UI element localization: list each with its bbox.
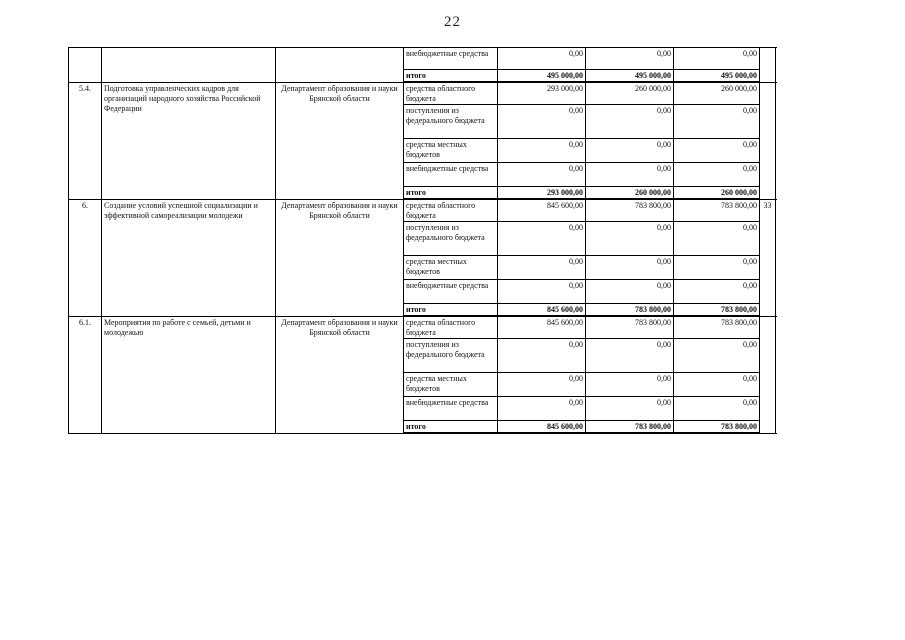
indicator-cell — [760, 48, 776, 83]
value-cell: 783 800,00 — [674, 199, 760, 222]
value-cell: 845 600,00 — [498, 199, 586, 222]
value-cell: 0,00 — [498, 339, 586, 373]
source-label: средства областного бюджета — [404, 316, 498, 339]
value-cell: 0,00 — [586, 373, 674, 397]
value-cell: 0,00 — [498, 256, 586, 280]
item-number: 6. — [69, 199, 102, 316]
value-cell: 845 600,00 — [498, 304, 586, 317]
value-cell: 783 800,00 — [586, 421, 674, 434]
value-cell: 293 000,00 — [498, 82, 586, 105]
name-cell — [102, 48, 276, 83]
value-cell: 0,00 — [586, 163, 674, 187]
value-cell: 845 600,00 — [498, 421, 586, 434]
value-cell: 0,00 — [674, 280, 760, 304]
value-cell: 0,00 — [586, 256, 674, 280]
item-number: 6.1. — [69, 316, 102, 433]
source-label: итого — [404, 304, 498, 317]
item-name: Создание условий успешной социализации и эффективной самореализации молодежи — [102, 199, 276, 316]
source-label: итого — [404, 70, 498, 83]
value-cell: 783 800,00 — [674, 421, 760, 434]
num-cell — [69, 48, 102, 83]
source-label: средства местных бюджетов — [404, 256, 498, 280]
value-cell: 783 800,00 — [586, 199, 674, 222]
item-name: Подготовка управленческих кадров для организаций народного хозяйства Российской Федерации — [102, 82, 276, 199]
value-cell: 0,00 — [498, 48, 586, 70]
value-cell: 783 800,00 — [586, 304, 674, 317]
value-cell: 293 000,00 — [498, 187, 586, 200]
table-row — [69, 48, 776, 70]
table-body — [69, 48, 776, 434]
item-executor: Департамент образования и науки Брянской области — [276, 316, 404, 433]
table-row — [69, 82, 776, 105]
source-label: поступления из федерального бюджета — [404, 222, 498, 256]
value-cell: 495 000,00 — [498, 70, 586, 83]
source-label: внебюджетные средства — [404, 48, 498, 70]
value-cell: 783 800,00 — [674, 304, 760, 317]
item-number: 5.4. — [69, 82, 102, 199]
source-label: средства областного бюджета — [404, 82, 498, 105]
source-label: поступления из федерального бюджета — [404, 339, 498, 373]
value-cell: 260 000,00 — [586, 82, 674, 105]
source-label: итого — [404, 187, 498, 200]
value-cell: 0,00 — [674, 48, 760, 70]
value-cell: 0,00 — [498, 163, 586, 187]
source-label: средства местных бюджетов — [404, 139, 498, 163]
value-cell: 0,00 — [674, 256, 760, 280]
source-label: внебюджетные средства — [404, 397, 498, 421]
value-cell: 0,00 — [586, 339, 674, 373]
value-cell: 0,00 — [674, 373, 760, 397]
value-cell: 0,00 — [674, 222, 760, 256]
item-indicator — [760, 82, 776, 199]
item-executor: Департамент образования и науки Брянской области — [276, 82, 404, 199]
value-cell: 845 600,00 — [498, 316, 586, 339]
value-cell: 260 000,00 — [586, 187, 674, 200]
value-cell: 495 000,00 — [674, 70, 760, 83]
source-label: поступления из федерального бюджета — [404, 105, 498, 139]
executor-cell — [276, 48, 404, 83]
value-cell: 260 000,00 — [674, 187, 760, 200]
value-cell: 260 000,00 — [674, 82, 760, 105]
table-row — [69, 316, 776, 339]
source-label: итого — [404, 421, 498, 434]
value-cell: 0,00 — [674, 397, 760, 421]
value-cell: 0,00 — [674, 163, 760, 187]
value-cell: 0,00 — [498, 139, 586, 163]
value-cell: 0,00 — [498, 222, 586, 256]
value-cell: 0,00 — [586, 397, 674, 421]
value-cell: 0,00 — [498, 280, 586, 304]
value-cell: 0,00 — [586, 139, 674, 163]
value-cell: 0,00 — [674, 339, 760, 373]
source-label: средства областного бюджета — [404, 199, 498, 222]
item-name: Мероприятия по работе с семьей, детьми и молодежью — [102, 316, 276, 433]
page-number: 22 — [444, 14, 461, 30]
value-cell: 0,00 — [586, 105, 674, 139]
value-cell: 783 800,00 — [674, 316, 760, 339]
item-indicator: 33 — [760, 199, 776, 316]
value-cell: 0,00 — [586, 280, 674, 304]
value-cell: 0,00 — [586, 48, 674, 70]
source-label: внебюджетные средства — [404, 163, 498, 187]
value-cell: 0,00 — [586, 222, 674, 256]
source-label: внебюджетные средства — [404, 280, 498, 304]
value-cell: 0,00 — [498, 105, 586, 139]
source-label: средства местных бюджетов — [404, 373, 498, 397]
table-row — [69, 199, 776, 222]
value-cell: 495 000,00 — [586, 70, 674, 83]
value-cell: 0,00 — [674, 139, 760, 163]
value-cell: 0,00 — [498, 397, 586, 421]
value-cell: 0,00 — [498, 373, 586, 397]
value-cell: 783 800,00 — [586, 316, 674, 339]
budget-table — [68, 47, 776, 434]
item-executor: Департамент образования и науки Брянской области — [276, 199, 404, 316]
item-indicator — [760, 316, 776, 433]
value-cell: 0,00 — [674, 105, 760, 139]
